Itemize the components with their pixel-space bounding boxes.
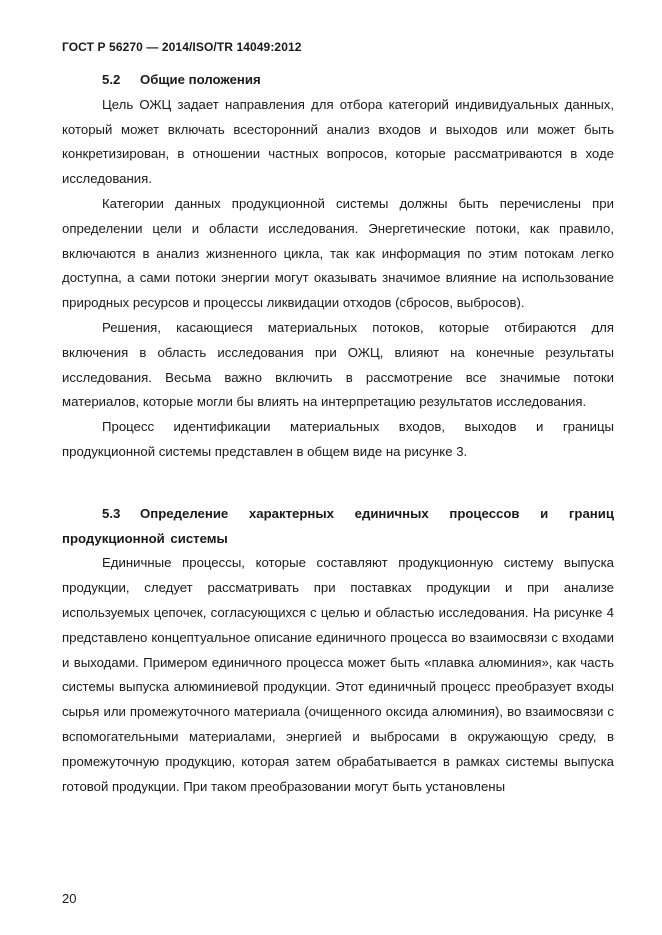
section-number: 5.3 [102, 505, 121, 521]
section-heading [62, 68, 614, 93]
paragraph: Категории данных продукционной системы должны быть перечислены при определении цели и области исследования. Энергетические потоки, как правило, включаются в анализ жизненного цикла, так как информация по этим потокам легко доступна, а сами потоки энергии могут оказывать значимое влияние на использование природных ресурсов и процессы ликвидации отходов (сбросов, выбросов). [62, 195, 614, 311]
paragraph: Цель ОЖЦ задает направления для отбора категорий индивидуальных данных, который может включать всесторонний анализ входов и выходов или может быть конкретизирован, в отношении частных вопросов, которые рассматриваются в ходе исследования. [62, 96, 614, 187]
paragraph: Решения, касающиеся материальных потоков, которые отбираются для включения в область исследования при ОЖЦ, влияют на конечные результаты исследования. Весьма важно включить в рассмотрение все значимые потоки материалов, которые могли бы влиять на интерпретацию результатов исследования. [62, 319, 614, 410]
paragraph: Единичные процессы, которые составляют продукционную систему выпуска продукции, следует рассматривать при поставках продукции и при анализе используемых цепочек, согласующихся с целью и областью исследования. На рисунке 4 представлено концептуальное описание единичного процесса во взаимосвязи с входами и выходами. Примером единичного процесса может быть «плавка алюминия», как часть системы выпуска алюминиевой продукции. Этот единичный процесс преобразует входы сырья или промежуточного материала (очищенного оксида алюминия), во взаимосвязи с вспомогательными материалами, энергией и выбросами в окружающую среду, в промежуточную продукцию, которая затем обрабатывается в рамках системы выпуска готовой продукции. При таком преобразовании могут быть установлены [62, 555, 614, 794]
paragraph: Процесс идентификации материальных входов, выходов и границы продукционной системы представлен в общем виде на рисунке 3. [62, 419, 614, 459]
page-number: 20 [62, 891, 77, 906]
page-content [62, 68, 614, 799]
section-title: Общие положения [140, 72, 261, 87]
section-title: Определение характерных единичных процессов и границ продукционной системы [62, 505, 614, 546]
section-number: 5.2 [102, 72, 121, 87]
section-heading [62, 502, 614, 552]
standard-header: ГОСТ Р 56270 — 2014/ISO/TR 14049:2012 [62, 40, 302, 54]
